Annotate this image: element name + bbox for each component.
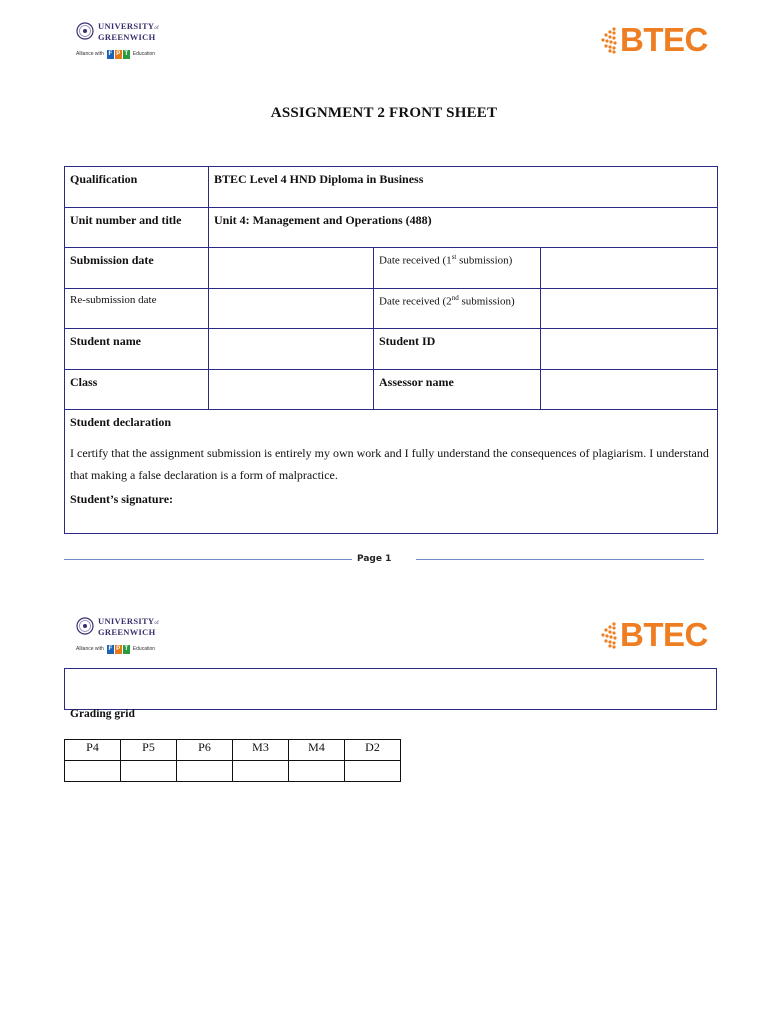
page-divider-left (64, 559, 352, 560)
page-number: Page 1 (357, 554, 392, 564)
university-of-greenwich-logo-2: UNIVERSITYof GREENWICH Alliance with F P T Education (76, 615, 160, 652)
grade-header-p6: P6 (177, 740, 233, 761)
student-row (65, 329, 718, 370)
grade-header-p5: P5 (121, 740, 177, 761)
student-name-label: Student name (65, 329, 209, 370)
grade-header-d2: D2 (345, 740, 401, 761)
fpt-logo: F P T (108, 645, 129, 652)
university-of-greenwich-logo: UNIVERSITYof GREENWICH Alliance with F P T Education (76, 20, 160, 57)
grade-cell-p4[interactable] (65, 761, 121, 782)
submission-row (65, 248, 718, 289)
date-received-1-label: Date received (1st submission) (374, 248, 541, 289)
greenwich-crest-icon (76, 22, 94, 40)
assessor-name-field[interactable] (541, 370, 718, 410)
summative-feedback-box[interactable] (64, 668, 717, 710)
submission-date-label: Submission date (65, 248, 209, 289)
date-received-2-field[interactable] (541, 289, 718, 329)
grade-header-m3: M3 (233, 740, 289, 761)
unit-label: Unit number and title (65, 208, 209, 248)
student-id-field[interactable] (541, 329, 718, 370)
qualification-label: Qualification (65, 167, 209, 208)
grade-cell-p6[interactable] (177, 761, 233, 782)
grading-header-row (65, 740, 401, 761)
page-title: ASSIGNMENT 2 FRONT SHEET (270, 105, 498, 121)
student-declaration (65, 410, 718, 534)
student-id-label: Student ID (374, 329, 541, 370)
btec-dots-icon (600, 621, 618, 649)
grading-value-row (65, 761, 401, 782)
date-received-2-label: Date received (2nd submission) (374, 289, 541, 329)
submission-date-field[interactable] (209, 248, 374, 289)
grading-grid-title: Grading grid (70, 708, 135, 720)
assessor-name-label: Assessor name (374, 370, 541, 410)
declaration-title: Student declaration (70, 415, 172, 429)
class-row (65, 370, 718, 410)
greenwich-crest-icon (76, 617, 94, 635)
class-label: Class (65, 370, 209, 410)
date-received-1-field[interactable] (541, 248, 718, 289)
grade-header-m4: M4 (289, 740, 345, 761)
grade-cell-p5[interactable] (121, 761, 177, 782)
declaration-text: I certify that the assignment submission is entirely my own work and I fully understand the consequences of plagiarism. I understand that making a false declaration is a form of malpractice. (70, 446, 709, 482)
unit-value: Unit 4: Management and Operations (488) (209, 208, 718, 248)
grading-grid (64, 739, 401, 782)
grade-cell-d2[interactable] (345, 761, 401, 782)
grade-cell-m4[interactable] (289, 761, 345, 782)
grade-cell-m3[interactable] (233, 761, 289, 782)
student-name-field[interactable] (209, 329, 374, 370)
resubmission-date-field[interactable] (209, 289, 374, 329)
front-sheet-table (64, 166, 718, 534)
qualification-value: BTEC Level 4 HND Diploma in Business (209, 167, 718, 208)
resubmission-row (65, 289, 718, 329)
declaration-row (65, 410, 718, 534)
grade-header-p4: P4 (65, 740, 121, 761)
page-divider-right (416, 559, 704, 560)
signature-label: Student’s signature: (70, 492, 174, 506)
qualification-row (65, 167, 718, 208)
fpt-logo: F P T (108, 50, 129, 57)
resubmission-date-label: Re-submission date (65, 289, 209, 329)
unit-row (65, 208, 718, 248)
btec-logo-2: BTEC (600, 615, 708, 655)
btec-dots-icon (600, 26, 618, 54)
btec-logo: BTEC (600, 20, 708, 60)
class-field[interactable] (209, 370, 374, 410)
